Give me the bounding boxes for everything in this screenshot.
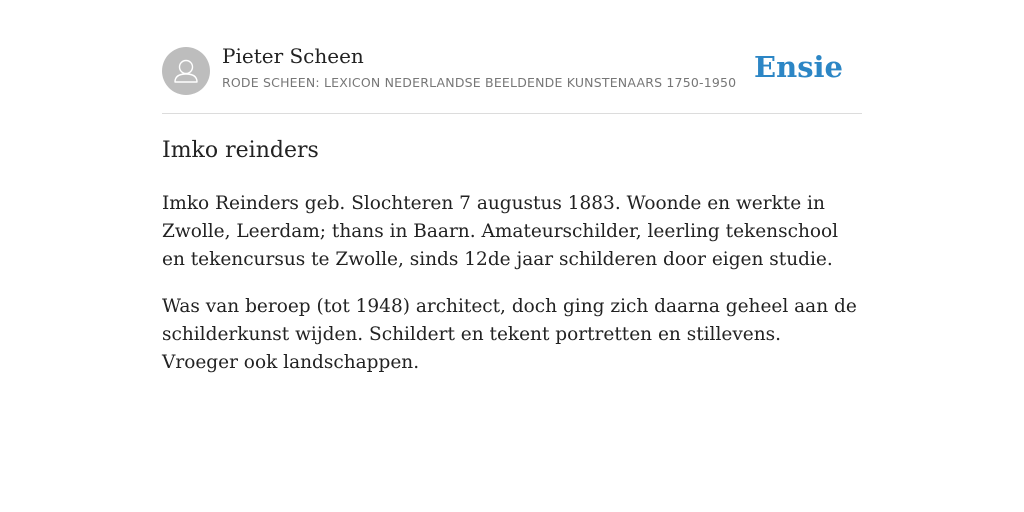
entry-card: [162, 0, 862, 373]
entry-title: Imko reinders: [162, 138, 319, 163]
ensie-logo[interactable]: Ensie: [754, 50, 843, 84]
source-title[interactable]: RODE SCHEEN: LEXICON NEDERLANDSE BEELDENDE KUNSTENAARS 1750-1950: [222, 75, 737, 90]
entry-header: [162, 0, 862, 114]
entry-paragraph: Imko Reinders geb. Slochteren 7 augustus 1883. Woonde en werkte in Zwolle, Leerdam; thans in Baarn. Amateurschilder, leerling tekenschool en tekencursus te Zwolle, sinds 12de jaar schilderen door eigen studie.: [162, 193, 839, 270]
entry-paragraph: Was van beroep (tot 1948) architect, doch ging zich daarna geheel aan de schilderkunst wijden. Schildert en tekent portretten en stillevens. Vroeger ook landschappen.: [162, 296, 857, 373]
author-name[interactable]: Pieter Scheen: [222, 44, 364, 68]
user-icon: [162, 47, 210, 95]
author-avatar[interactable]: [162, 47, 210, 95]
